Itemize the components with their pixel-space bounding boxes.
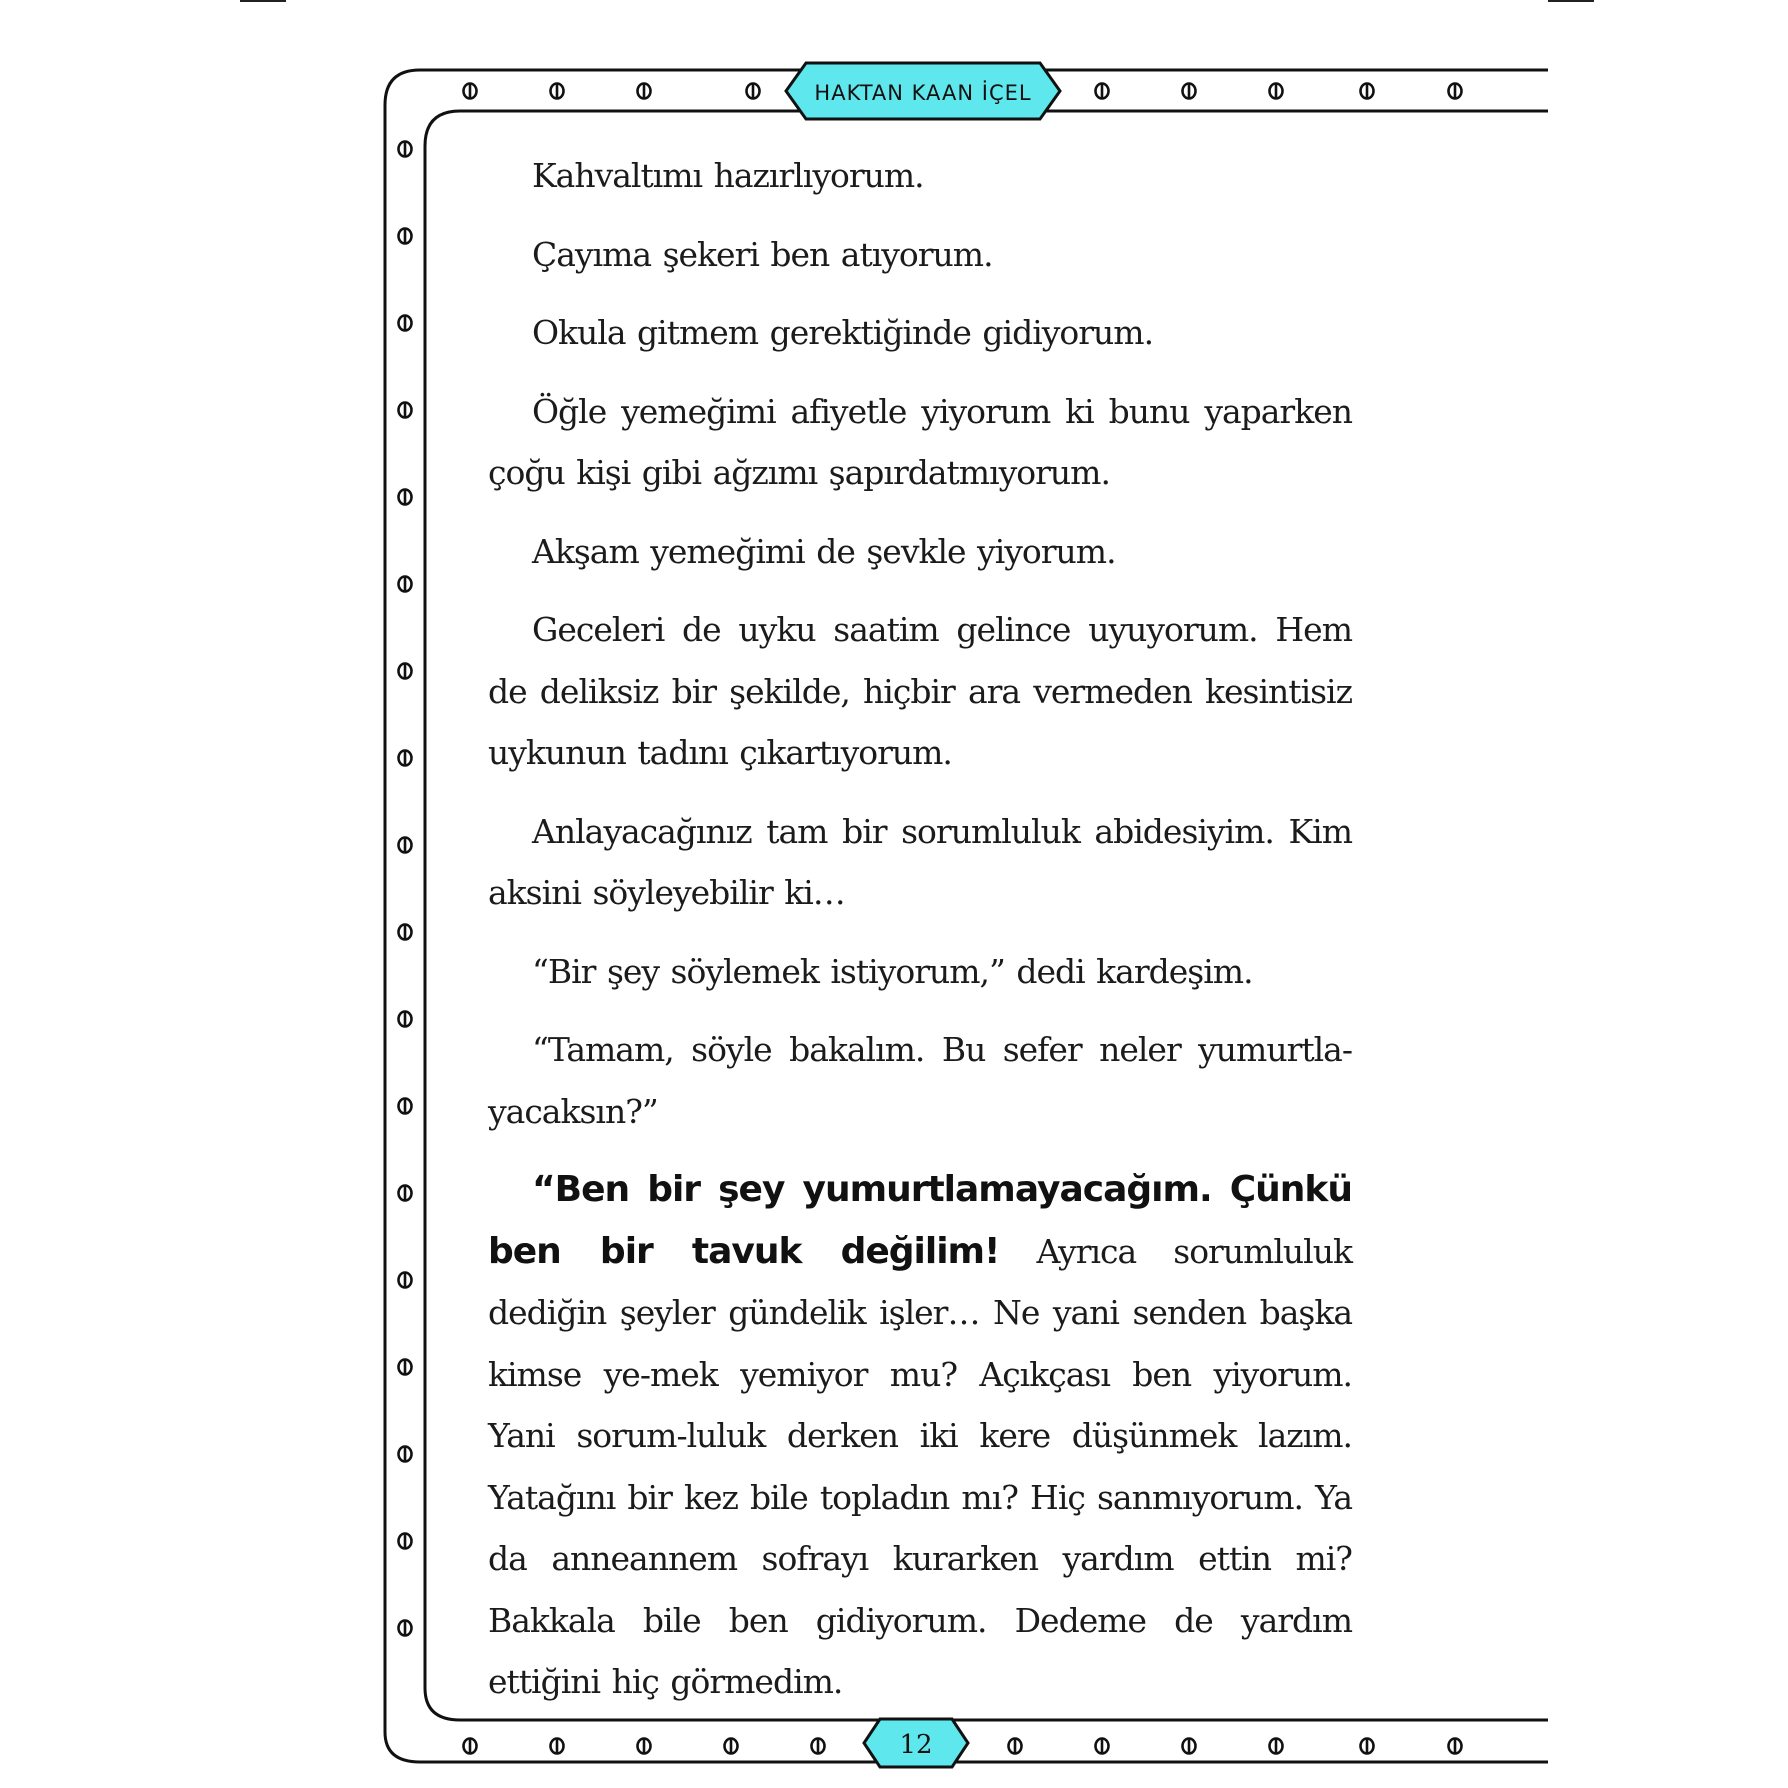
paragraph: Anlayacağınız tam bir sorumluluk abidesiyim. Kim aksini söyleyebilir ki… [488, 811, 1352, 912]
binder-ring-icon [1449, 84, 1462, 99]
binder-ring-icon [399, 577, 412, 592]
binder-ring-icon [1270, 1739, 1283, 1754]
binder-ring-icon [1361, 1739, 1374, 1754]
binder-ring-icon [1449, 1739, 1462, 1754]
binder-ring-icon [399, 1099, 412, 1114]
binder-ring-icon [399, 1360, 412, 1375]
binder-ring-icon [551, 1739, 564, 1754]
binder-ring-icon [1096, 84, 1109, 99]
binder-ring-icon [725, 1739, 738, 1754]
binder-ring-icon [399, 751, 412, 766]
paragraph: “Tamam, söyle bakalım. Bu sefer neler yumurtla-yacaksın?” [488, 1030, 1352, 1131]
binder-ring-icon [399, 403, 412, 418]
binder-ring-icon [747, 84, 760, 99]
paragraph-continuation: Ayrıca sorumluluk dediğin şeyler gündelik işler… Ne yani senden başka kimse ye-mek yemiyor mu? Açıkçası ben yiyorum. Yani sorum-luluk derken iki kere düşünmek lazım. Yatağını bir kez bile topladın mı? Hiç sanmıyorum. Ya da anneannem sofrayı kurarken yardım ettin mi? Bakkala bile ben gidiyorum. Dedeme de yardım ettiğini hiç görmedim. [488, 1231, 1352, 1701]
binder-ring-icon [638, 1739, 651, 1754]
binder-ring-icon [399, 1186, 412, 1201]
page-body-text [488, 145, 1352, 1730]
binder-ring-icon [1270, 84, 1283, 99]
paragraph: Öğle yemeğimi afiyetle yiyorum ki bunu yaparken çoğu kişi gibi ağzımı şapırdatmıyorum. [488, 391, 1352, 492]
binder-ring-icon [399, 316, 412, 331]
binder-ring-icon [1183, 84, 1196, 99]
binder-ring-icon [399, 1447, 412, 1462]
binder-ring-icon [399, 229, 412, 244]
binder-ring-icon [399, 142, 412, 157]
binder-ring-icon [551, 84, 564, 99]
paragraph: Geceleri de uyku saatim gelince uyuyorum. Hem de deliksiz bir şekilde, hiçbir ara vermeden kesintisiz uykunun tadını çıkartıyorum. [488, 610, 1352, 772]
header-tab [786, 63, 1060, 119]
paragraph: Okula gitmem gerektiğinde gidiyorum. [532, 313, 1154, 352]
binder-ring-icon [399, 838, 412, 853]
binder-ring-icon [399, 1012, 412, 1027]
binder-ring-icon [812, 1739, 825, 1754]
binder-ring-icon [399, 664, 412, 679]
binder-ring-icon [464, 1739, 477, 1754]
paragraph: Kahvaltımı hazırlıyorum. [532, 156, 924, 195]
binder-ring-icon [638, 84, 651, 99]
binder-ring-icon [1361, 84, 1374, 99]
binder-ring-icon [399, 925, 412, 940]
paragraph: Akşam yemeğimi de şevkle yiyorum. [532, 531, 1116, 571]
binder-ring-icon [399, 1273, 412, 1288]
binder-ring-icon [1096, 1739, 1109, 1754]
binder-ring-icon [399, 490, 412, 505]
binder-ring-icon [1009, 1739, 1022, 1754]
paragraph-dialogue [488, 1159, 1352, 1713]
binder-ring-icon [1183, 1739, 1196, 1754]
page-number: 12 [899, 1730, 933, 1760]
paragraph: “Bir şey söylemek istiyorum,” dedi kardeşim. [532, 951, 1253, 991]
paragraph: Çayıma şekeri ben atıyorum. [532, 234, 993, 274]
binder-ring-icon [399, 1534, 412, 1549]
handwritten-quote: “Ben bir şey yumurtlamayacağım. Çünkü ben bir tavuk değilim! [488, 1169, 1352, 1272]
binder-ring-icon [464, 84, 477, 99]
binder-ring-icon [399, 1621, 412, 1636]
author-name: HAKTAN KAAN İÇEL [814, 81, 1032, 105]
